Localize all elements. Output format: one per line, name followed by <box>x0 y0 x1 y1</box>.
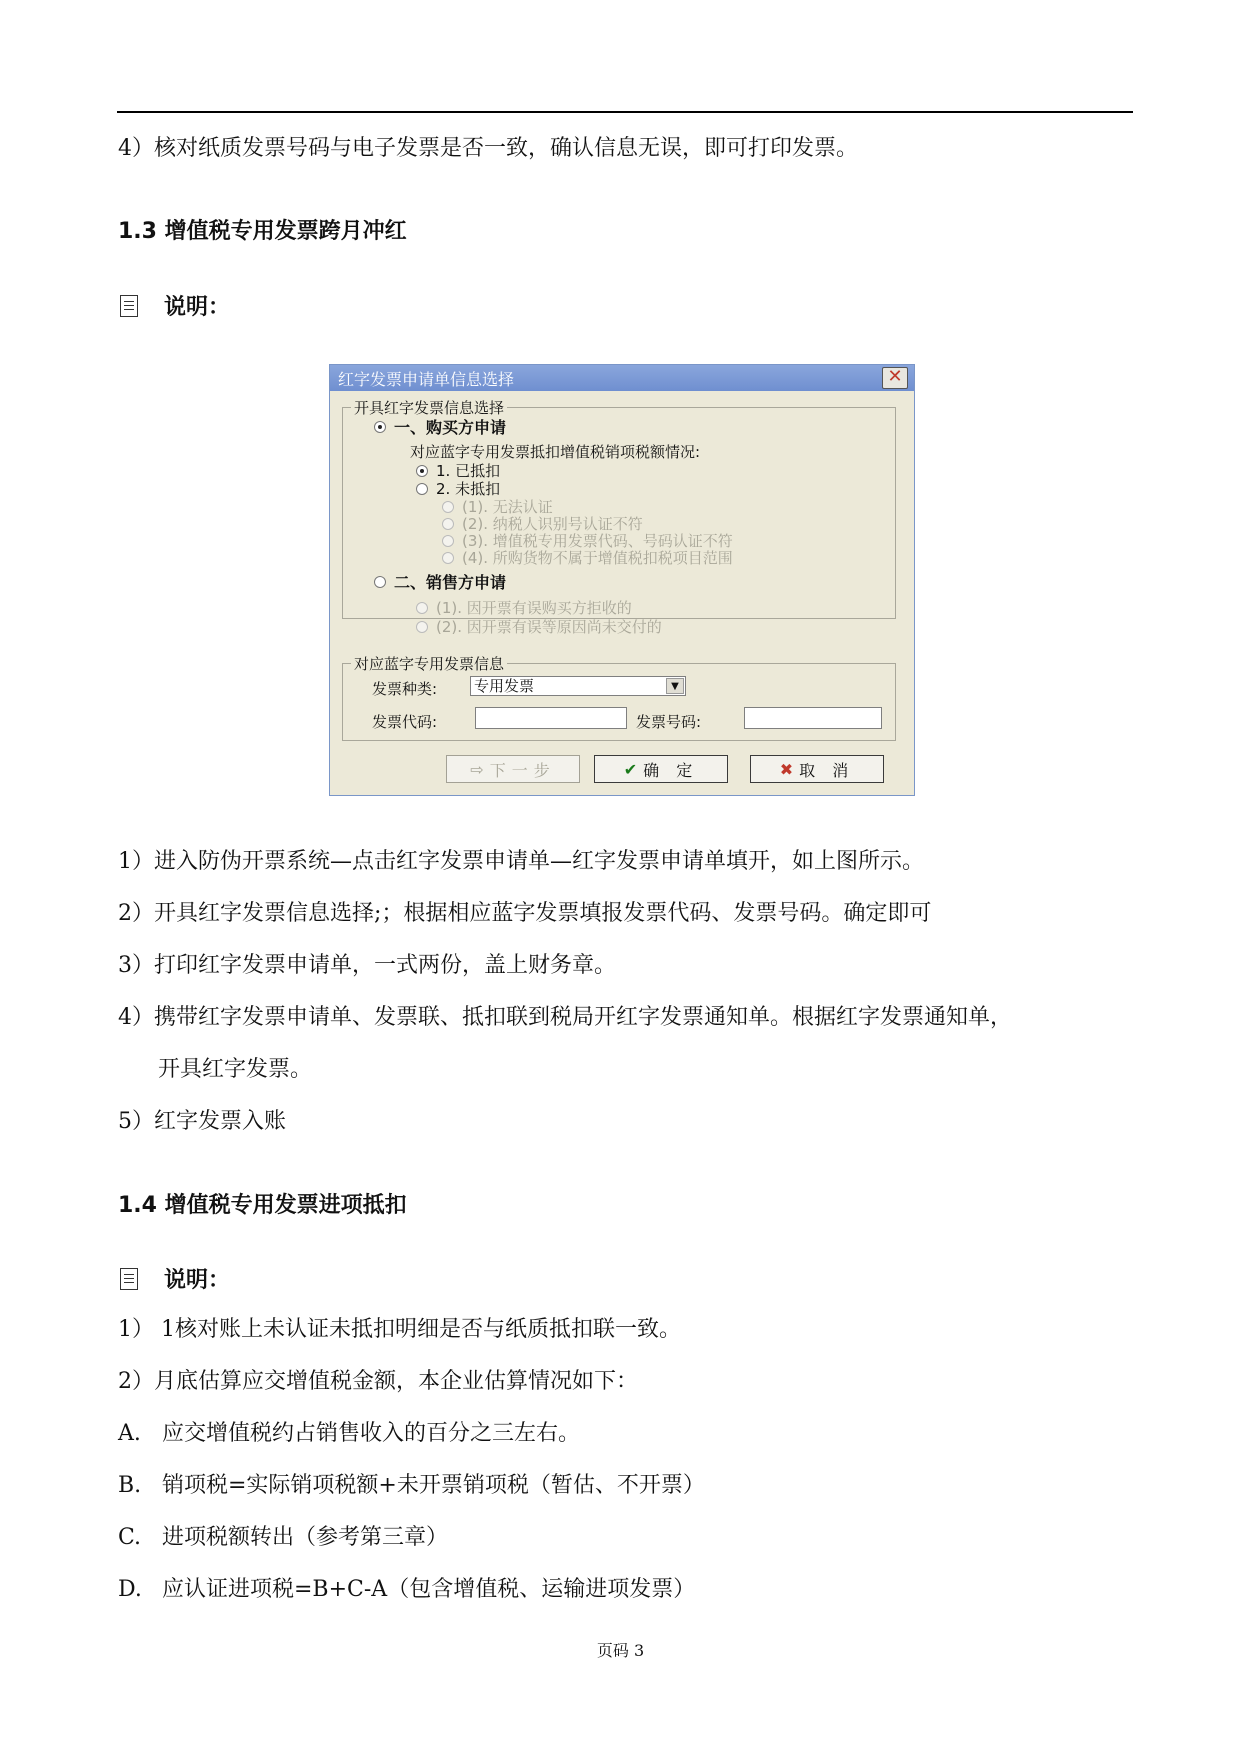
page-number: 页码 3 <box>596 1641 645 1660</box>
item-d <box>118 1575 695 1605</box>
radio-label: (3). 增值税专用发票代码、号码认证不符 <box>462 532 733 550</box>
group-label: 对应蓝字专用发票信息 <box>351 653 507 674</box>
dialog-title: 红字发票申请单信息选择 <box>338 369 515 389</box>
step-1: 1）进入防伪开票系统—点击红字发票申请单—红字发票申请单填开，如上图所示。 <box>118 849 924 874</box>
note-text: 说明： <box>164 1268 231 1293</box>
note-label <box>120 290 230 321</box>
button-label: 下一步 <box>489 760 556 780</box>
radio-icon <box>374 576 386 588</box>
step-4-cont: 开具红字发票。 <box>158 1057 313 1082</box>
radio-label: (1). 因开票有误购买方拒收的 <box>436 599 632 617</box>
item-2: 2）月底估算应交增值税金额，本企业估算情况如下： <box>118 1369 638 1394</box>
radio-icon <box>416 602 428 614</box>
step-4: 4）携带红字发票申请单、发票联、抵扣联到税局开红字发票通知单。根据红字发票通知单， <box>118 1005 1013 1030</box>
step-3: 3）打印红字发票申请单，一式两份，盖上财务章。 <box>118 953 616 978</box>
radio-seller-2[interactable] <box>416 616 662 637</box>
radio-label: 2. 未抵扣 <box>436 480 501 498</box>
item-text: 应认证进项税=B+C-A（包含增值税、运输进项发票） <box>162 1577 696 1602</box>
dialog-titlebar <box>330 365 914 391</box>
group-label: 开具红字发票信息选择 <box>351 397 507 418</box>
chevron-down-icon[interactable]: ▼ <box>666 678 684 694</box>
confirm-button[interactable] <box>594 755 728 783</box>
radio-icon <box>416 465 428 477</box>
radio-seller-apply[interactable] <box>374 570 506 593</box>
item-letter: B. <box>118 1473 142 1498</box>
buyer-prompt: 对应蓝字专用发票抵扣增值税销项税额情况: <box>410 443 701 461</box>
invoice-number-label: 发票号码: <box>636 713 702 731</box>
header-rule <box>117 111 1133 113</box>
button-label: 取 消 <box>799 760 855 780</box>
paragraph-verify-invoice: 4）核对纸质发票号码与电子发票是否一致，确认信息无误，即可打印发票。 <box>118 136 858 161</box>
radio-icon <box>416 483 428 495</box>
radio-icon <box>442 552 454 564</box>
step-2: 2）开具红字发票信息选择;；根据相应蓝字发票填报发票代码、发票号码。确定即可 <box>118 901 932 926</box>
radio-label: 一、购买方申请 <box>394 418 507 437</box>
next-step-button[interactable] <box>446 755 580 783</box>
radio-label: (4). 所购货物不属于增值税扣税项目范围 <box>462 549 733 567</box>
close-icon: ✖ <box>779 759 794 779</box>
invoice-code-label: 发票代码: <box>372 713 438 731</box>
item-letter: C. <box>118 1525 142 1550</box>
select-value: 专用发票 <box>474 677 535 695</box>
invoice-code-input[interactable] <box>475 707 627 729</box>
radio-seller-1[interactable] <box>416 597 632 618</box>
radio-label: (2). 因开票有误等原因尚未交付的 <box>436 618 662 636</box>
cancel-button[interactable] <box>750 755 884 783</box>
item-1: 1） 1核对账上未认证未抵扣明细是否与纸质抵扣联一致。 <box>118 1317 681 1342</box>
radio-icon <box>442 518 454 530</box>
note-text: 说明： <box>164 295 231 320</box>
radio-label: 二、销售方申请 <box>394 573 507 592</box>
item-letter: D. <box>118 1577 142 1602</box>
radio-label: (2). 纳税人识别号认证不符 <box>462 515 643 533</box>
radio-sub-4[interactable] <box>442 547 733 568</box>
radio-icon <box>442 535 454 547</box>
radio-icon <box>442 501 454 513</box>
invoice-type-label: 发票种类: <box>372 680 438 698</box>
red-invoice-dialog <box>329 364 915 796</box>
button-label: 确 定 <box>643 760 699 780</box>
document-icon <box>120 1268 138 1290</box>
item-letter: A. <box>118 1421 141 1446</box>
item-text: 应交增值税约占销售收入的百分之三左右。 <box>162 1421 581 1446</box>
item-c <box>118 1523 448 1553</box>
note-label <box>120 1263 230 1294</box>
close-icon[interactable]: ✕ <box>882 367 908 389</box>
section-heading-1-4: 1.4 增值税专用发票进项抵扣 <box>118 1193 407 1218</box>
item-text: 销项税=实际销项税额+未开票销项税（暂估、不开票） <box>162 1473 705 1498</box>
item-a <box>118 1419 580 1449</box>
item-text: 进项税额转出（参考第三章） <box>162 1525 449 1550</box>
radio-label: 1. 已抵扣 <box>436 462 501 480</box>
invoice-type-select[interactable] <box>470 676 686 696</box>
step-5: 5）红字发票入账 <box>118 1109 286 1134</box>
radio-buyer-apply[interactable] <box>374 415 506 438</box>
radio-label: (1). 无法认证 <box>462 498 553 516</box>
item-b <box>118 1471 705 1501</box>
radio-icon <box>416 621 428 633</box>
invoice-number-input[interactable] <box>744 707 882 729</box>
checkmark-icon: ✔ <box>623 759 638 779</box>
radio-icon <box>374 421 386 433</box>
section-heading-1-3: 1.3 增值税专用发票跨月冲红 <box>118 219 407 244</box>
arrow-right-icon: ⇨ <box>470 759 484 779</box>
document-icon <box>120 295 138 317</box>
